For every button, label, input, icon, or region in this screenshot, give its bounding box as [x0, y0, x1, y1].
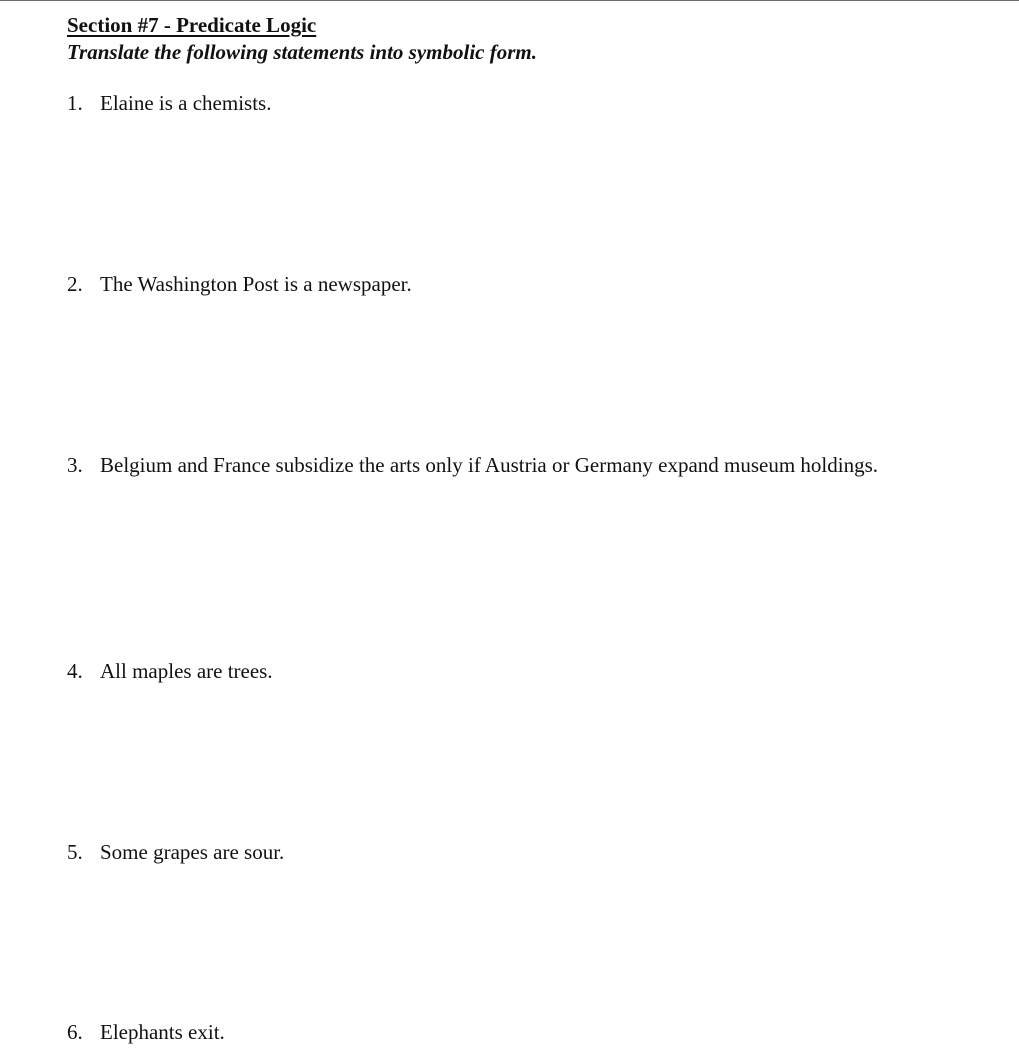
question-text: Belgium and France subsidize the arts only if Austria or Germany expand museum holdings. — [100, 453, 879, 477]
question-number: 6. — [67, 1020, 83, 1044]
question-number: 5. — [67, 840, 83, 864]
question-number: 1. — [67, 91, 83, 115]
question-item — [67, 90, 887, 116]
question-item — [67, 839, 887, 865]
question-item — [67, 452, 887, 478]
question-text: All maples are trees. — [100, 659, 273, 683]
question-text: Elephants exit. — [100, 1020, 225, 1044]
question-item — [67, 658, 887, 684]
question-item — [67, 271, 887, 297]
question-text: The Washington Post is a newspaper. — [100, 272, 412, 296]
question-item — [67, 1019, 887, 1045]
question-number: 4. — [67, 659, 83, 683]
instructions: Translate the following statements into symbolic form. — [67, 40, 537, 64]
section-title: Section #7 - Predicate Logic — [67, 13, 317, 37]
question-text: Some grapes are sour. — [100, 840, 285, 864]
question-number: 3. — [67, 453, 83, 477]
question-number: 2. — [67, 272, 83, 296]
question-text: Elaine is a chemists. — [100, 91, 272, 115]
